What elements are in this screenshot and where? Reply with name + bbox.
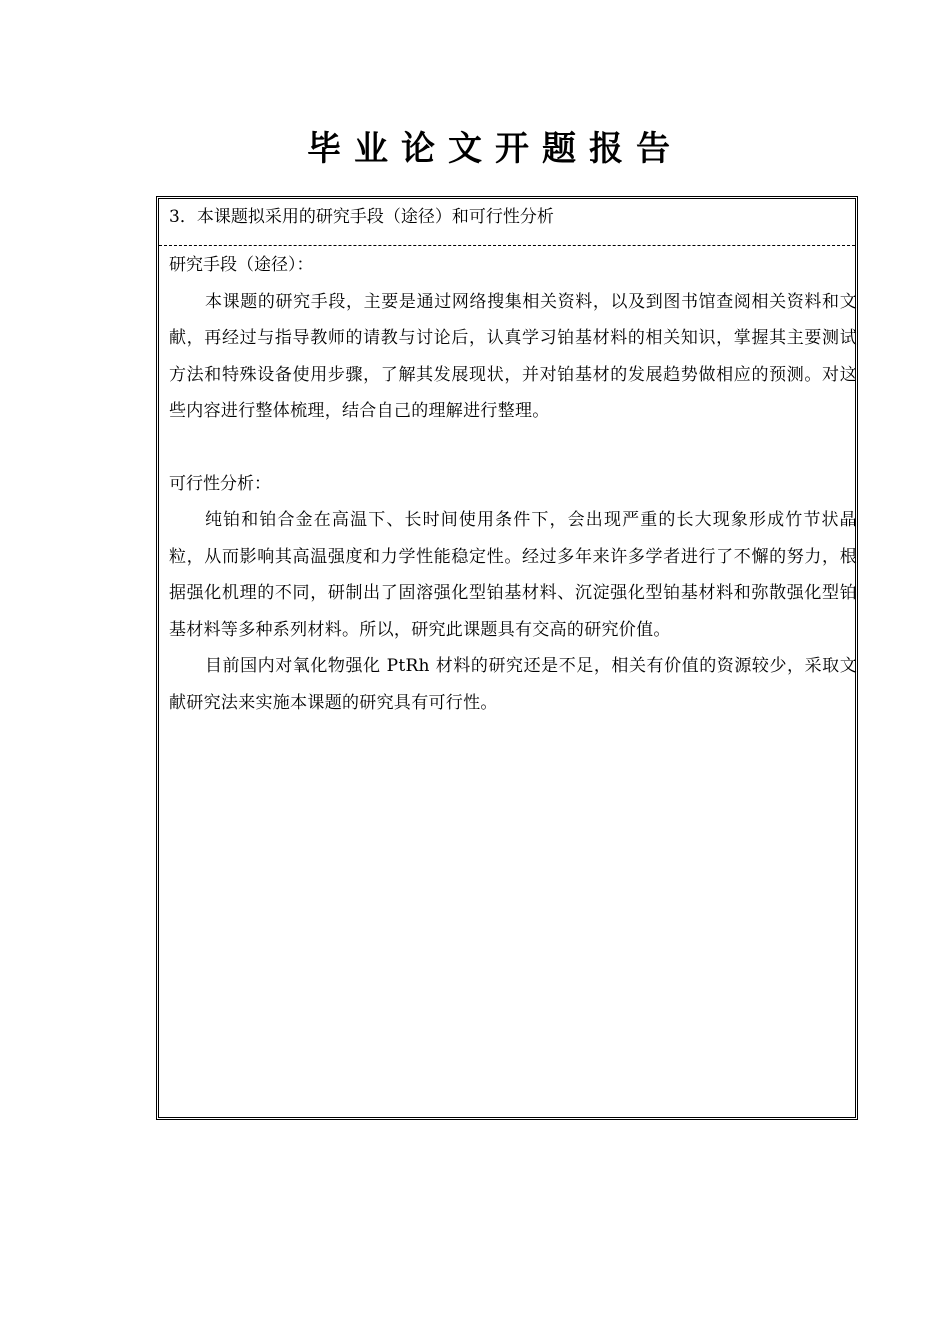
- feasibility-paragraph: 目前国内对氧化物强化 PtRh 材料的研究还是不足，相关有价值的资源较少，采取文献研究法来实施本课题的研究具有可行性。: [169, 656, 857, 713]
- section-content: [169, 247, 857, 721]
- methods-paragraph: 本课题的研究手段，主要是通过网络搜集相关资料，以及到图书馆查阅相关资料和文献，再经过与指导教师的请教与讨论后，认真学习铂基材料的相关知识，掌握其主要测试方法和特殊设备使用步骤，了解其发展现状，并对铂基材的发展趋势做相应的预测。对这些内容进行整体梳理，结合自己的理解进行整理。: [169, 291, 857, 421]
- feasibility-paragraph: 纯铂和铂合金在高温下、长时间使用条件下，会出现严重的长大现象形成竹节状晶粒，从而影响其高温强度和力学性能稳定性。经过多年来许多学者进行了不懈的努力，根据强化机理的不同，研制出了固溶强化型铂基材料、沉淀强化型铂基材料和弥散强化型铂基材料等多种系列材料。所以，研究此课题具有交高的研究价值。: [169, 510, 857, 640]
- methods-heading: 研究手段（途径）：: [169, 255, 314, 275]
- section-header: 3．本课题拟采用的研究手段（途径）和可行性分析: [169, 207, 554, 227]
- page-title: 毕业论文开题报告: [307, 129, 683, 169]
- feasibility-heading: 可行性分析：: [169, 473, 271, 494]
- dashed-divider: [159, 245, 855, 246]
- blank-line: [169, 430, 857, 466]
- report-table: [156, 196, 858, 1120]
